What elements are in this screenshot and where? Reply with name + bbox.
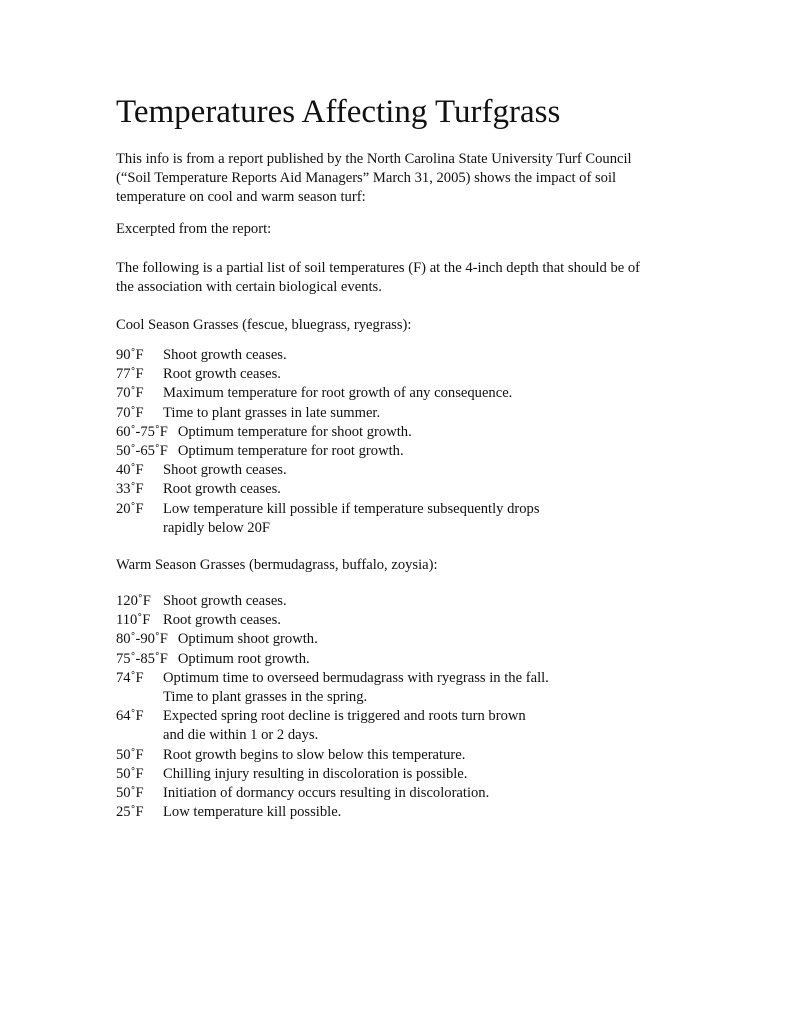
temperature-value: 120˚F [116, 593, 151, 609]
temperature-value: 20˚F [116, 500, 144, 517]
temperature-description: Shoot growth ceases. [163, 347, 287, 363]
warm-season-list [116, 592, 549, 822]
temperature-description: Optimum time to overseed bermudagrass with ryegrass in the fall. [163, 669, 549, 686]
list-item [116, 650, 549, 669]
list-item [116, 423, 540, 442]
page-title: Temperatures Affecting Turfgrass [116, 94, 561, 130]
temperature-value: 74˚F [116, 669, 144, 686]
temperature-description: Optimum shoot growth. [177, 631, 318, 648]
temperature-value: 75˚-85˚F [116, 650, 168, 667]
list-item [116, 500, 540, 538]
list-item [116, 592, 549, 611]
temperature-value: 110˚F [116, 612, 151, 629]
temperature-description: Low temperature kill possible if temperature subsequently drops [163, 500, 540, 517]
list-item [116, 365, 540, 384]
temperature-value: 80˚-90˚F [116, 631, 168, 648]
temperature-value: 50˚F [116, 765, 144, 782]
list-item [116, 784, 549, 803]
list-item [116, 404, 540, 423]
temperature-value: 50˚-65˚F [116, 443, 168, 460]
intro-line: This info is from a report published by the North Carolina State University Turf Council [116, 151, 632, 167]
list-item [116, 669, 549, 707]
temperature-value: 50˚F [116, 746, 144, 763]
list-item [116, 765, 549, 784]
temperature-value: 50˚F [116, 785, 144, 802]
temperature-description: Initiation of dormancy occurs resulting in discoloration. [163, 785, 490, 802]
temperature-value: 77˚F [116, 366, 144, 383]
temperature-description: Root growth begins to slow below this temperature. [163, 746, 466, 763]
temperature-description: Chilling injury resulting in discoloration is possible. [163, 765, 468, 782]
temperature-description: Low temperature kill possible. [163, 804, 342, 821]
temperature-description: Root growth ceases. [163, 366, 281, 383]
temperature-description-continued: rapidly below 20F [163, 519, 271, 536]
partial-list-paragraph [116, 259, 640, 297]
temperature-value: 64˚F [116, 708, 144, 725]
cool-season-heading: Cool Season Grasses (fescue, bluegrass, ryegrass): [116, 317, 412, 333]
warm-season-heading: Warm Season Grasses (bermudagrass, buffalo, zoysia): [116, 557, 438, 573]
partial-list-line: The following is a partial list of soil temperatures (F) at the 4-inch depth that should be of [116, 260, 641, 276]
temperature-description: Shoot growth ceases. [163, 462, 287, 479]
list-item [116, 442, 540, 461]
temperature-description: Shoot growth ceases. [163, 593, 287, 609]
intro-paragraph [116, 150, 632, 207]
temperature-description: Root growth ceases. [163, 612, 281, 629]
temperature-description: Root growth ceases. [163, 481, 281, 498]
list-item [116, 746, 549, 765]
temperature-value: 40˚F [116, 462, 144, 479]
temperature-value: 90˚F [116, 347, 144, 363]
temperature-description: Optimum root growth. [177, 650, 310, 667]
list-item [116, 461, 540, 480]
temperature-description: Optimum temperature for shoot growth. [177, 423, 412, 440]
list-item [116, 346, 540, 365]
list-item [116, 803, 549, 822]
excerpt-label: Excerpted from the report: [116, 221, 272, 237]
list-item [116, 611, 549, 630]
intro-line: (“Soil Temperature Reports Aid Managers” March 31, 2005) shows the impact of soil [116, 170, 617, 186]
partial-list-line: the association with certain biological events. [116, 279, 382, 295]
temperature-value: 60˚-75˚F [116, 423, 168, 440]
cool-season-list [116, 346, 540, 538]
list-item [116, 384, 540, 403]
temperature-description: Maximum temperature for root growth of any consequence. [163, 385, 513, 402]
temperature-value: 25˚F [116, 804, 144, 821]
temperature-value: 70˚F [116, 404, 144, 421]
temperature-description-continued: and die within 1 or 2 days. [163, 727, 319, 744]
temperature-description: Time to plant grasses in late summer. [163, 404, 381, 421]
intro-line: temperature on cool and warm season turf: [116, 189, 366, 205]
temperature-description-continued: Time to plant grasses in the spring. [163, 689, 368, 706]
temperature-value: 70˚F [116, 385, 144, 402]
temperature-description: Expected spring root decline is triggered and roots turn brown [163, 708, 526, 725]
temperature-description: Optimum temperature for root growth. [177, 443, 404, 460]
list-item [116, 480, 540, 499]
list-item [116, 707, 549, 745]
list-item [116, 630, 549, 649]
temperature-value: 33˚F [116, 481, 144, 498]
